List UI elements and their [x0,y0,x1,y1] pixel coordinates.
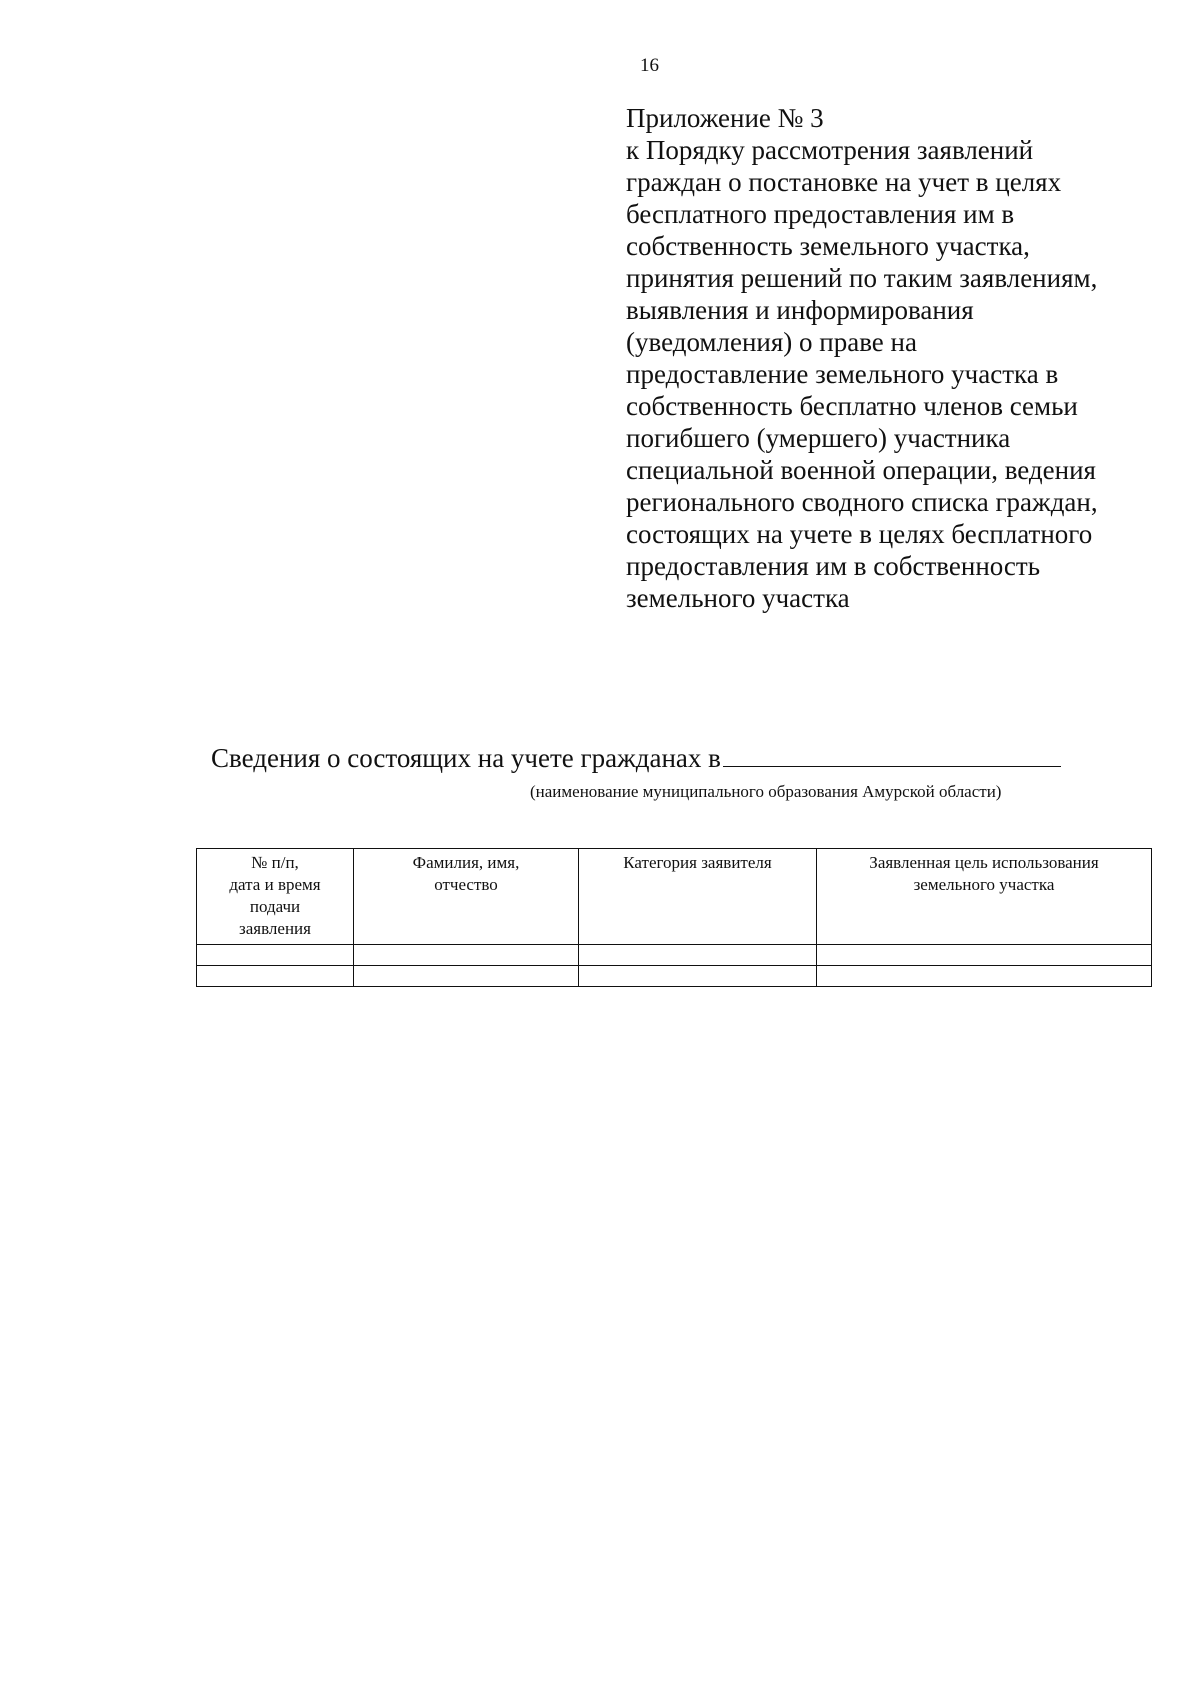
registry-heading-text: Сведения о состоящих на учете гражданах в [211,743,721,773]
header-full-name [354,849,579,945]
header-applicant-category-label: Категория заявителя [623,853,772,872]
appendix-title: Приложение № 3 [626,103,824,133]
header-applicant-category [579,849,817,945]
appendix-text: к Порядку рассмотрения заявлений граждан о постановке на учет в целях бесплатного предоставления им в собственность земельного участка, принятия решений по таким заявлениям, выявления и информирования (уведомления) о праве на предоставление земельного участка в собственность бесплатно членов семьи погибшего (умершего) участника специальной военной операции, ведения регионального сводного списка граждан, состоящих на учете в целях бесплатного предоставления им в собственность земельного участка [626,135,1098,613]
header-land-use-purpose-label: Заявленная цель использования земельного участка [869,853,1099,894]
municipality-caption: (наименование муниципального образования Амурской области) [530,782,1002,801]
table-cell [354,945,579,966]
registry-table [196,848,1152,987]
table-cell [197,945,354,966]
registry-heading [211,740,1061,775]
table-header-row [197,849,1152,945]
appendix-block [626,102,1166,614]
table-row [197,945,1152,966]
municipality-blank-line [723,740,1061,767]
table-cell [817,945,1152,966]
table-cell [197,966,354,987]
table-row [197,966,1152,987]
header-land-use-purpose [817,849,1152,945]
table-cell [354,966,579,987]
table-cell [579,966,817,987]
header-full-name-label: Фамилия, имя, отчество [412,853,520,894]
header-number-date [197,849,354,945]
table-cell [817,966,1152,987]
header-number-date-label: № п/п, дата и время подачи заявления [229,853,321,938]
page-number: 16 [640,55,659,76]
table-cell [579,945,817,966]
